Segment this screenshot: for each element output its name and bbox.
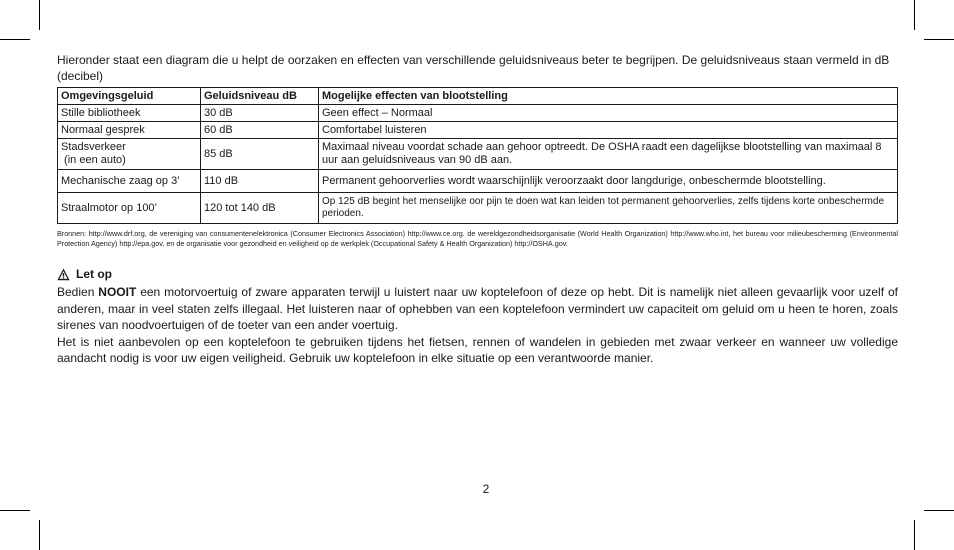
advice-paragraph: Het is niet aanbevolen op een koptelefoon te gebruiken tijdens het fietsen, rennen of wandelen in gebieden met zwaar verkeer en wanneer uw volledige aandacht nodig is voor uw eigen veiligheid. Gebruik uw koptelefoon in elke situatie op een verantwoorde manier.: [57, 334, 898, 366]
table-cell: Maximaal niveau voordat schade aan gehoor optreedt. De OSHA raadt een dagelijkse blootstelling van maximaal 8 uur aan geluidsniveaus van 90 dB aan.: [319, 139, 898, 170]
crop-mark: [0, 510, 30, 511]
warning-title: Let op: [76, 267, 112, 281]
crop-mark: [914, 0, 915, 30]
column-header: Omgevingsgeluid: [58, 88, 201, 105]
table-row: [58, 122, 898, 139]
table-row: [58, 170, 898, 193]
column-header: Mogelijke effecten van blootstelling: [319, 88, 898, 105]
crop-mark: [0, 39, 30, 40]
crop-mark: [914, 520, 915, 550]
warning-heading: [57, 266, 898, 282]
warning-text: Bedien: [57, 285, 99, 299]
table-cell: Op 125 dB begint het menselijke oor pijn te doen wat kan leiden tot permanent gehoorverlies, zelfs tijdens korte onbeschermde perioden.: [319, 193, 898, 224]
table-header-row: [58, 88, 898, 105]
table-cell: Straalmotor op 100’: [58, 193, 201, 224]
crop-mark: [924, 510, 954, 511]
table-row: [58, 105, 898, 122]
table-cell: 110 dB: [201, 170, 319, 193]
table-cell: Comfortabel luisteren: [319, 122, 898, 139]
page-content: [57, 52, 898, 367]
crop-mark: [924, 39, 954, 40]
cell-text: Stadsverkeer: [61, 141, 126, 153]
table-cell: [58, 139, 201, 170]
table-row: [58, 193, 898, 224]
noise-level-table: [57, 87, 898, 224]
sources-note: Bronnen: http://www.drf.org, de vereniging van consumentenelektronica (Consumer Electronics Association) http://www.ce.org. de wereldgezondheidsorganisatie (World Health Organization) http://www.who.int, het bureau voor milieubescherming (Environmental Protection Agency) http://epa.gov, en de organisatie voor gezondheid en veiligheid op de werkplek (Occupational Safety & Health Organization) http://OSHA.gov.: [57, 229, 898, 248]
table-cell: 120 tot 140 dB: [201, 193, 319, 224]
table-cell: Normaal gesprek: [58, 122, 201, 139]
table-cell: Stille bibliotheek: [58, 105, 201, 122]
warning-emphasis: NOOIT: [98, 285, 137, 299]
warning-text: een motorvoertuig of zware apparaten terwijl u luistert naar uw koptelefoon of deze op hebt. Dit is namelijk niet alleen gevaarlijk voor uzelf of anderen, maar in veel staten zelfs illegaal. Het luisteren naar of ophebben van een koptelefoon vermindert uw capaciteit om geluid om u heen te horen, zoals sirenes van noodvoertuigen of de toeter van een ander voertuig.: [57, 285, 898, 333]
crop-mark: [39, 0, 40, 30]
cell-subtext: (in een auto): [61, 154, 126, 166]
table-cell: Permanent gehoorverlies wordt waarschijnlijk veroorzaakt door langdurige, onbeschermde blootstelling.: [319, 170, 898, 193]
table-cell: 85 dB: [201, 139, 319, 170]
table-cell: Mechanische zaag op 3’: [58, 170, 201, 193]
crop-mark: [39, 520, 40, 550]
column-header: Geluidsniveau dB: [201, 88, 319, 105]
table-cell: Geen effect – Normaal: [319, 105, 898, 122]
intro-paragraph: Hieronder staat een diagram die u helpt de oorzaken en effecten van verschillende geluidsniveaus beter te begrijpen. De geluidsniveaus staan vermeld in dB (decibel): [57, 53, 890, 83]
table-row: [58, 139, 898, 170]
table-cell: 30 dB: [201, 105, 319, 122]
page-number: 2: [482, 482, 490, 496]
table-cell: 60 dB: [201, 122, 319, 139]
warning-paragraph: [57, 284, 898, 334]
warning-triangle-icon: [57, 268, 70, 281]
